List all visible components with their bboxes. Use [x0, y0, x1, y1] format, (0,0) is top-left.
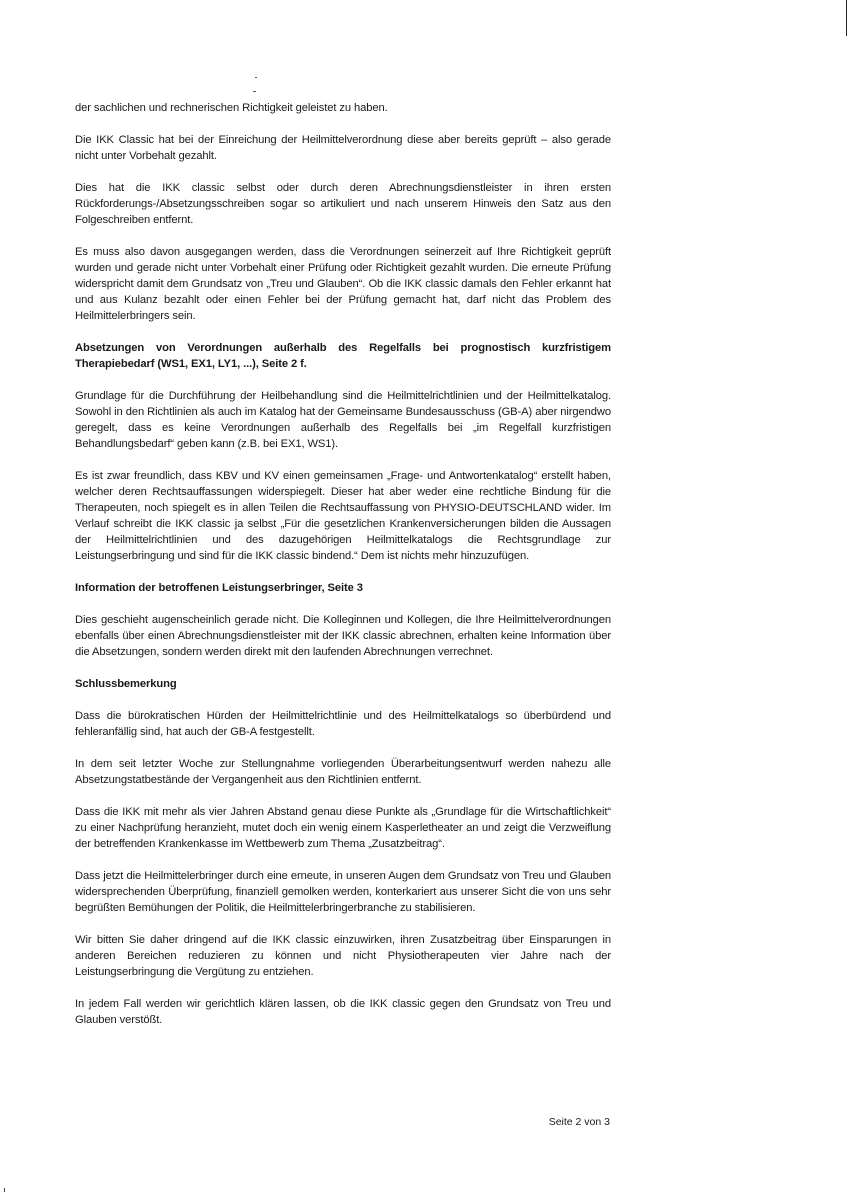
section-heading: Schlussbemerkung: [75, 678, 177, 690]
paragraph: Grundlage für die Durchführung der Heilbehandlung sind die Heilmittelrichtlinien und der Heilmittelkatalog. Sowohl in den Richtlinien als auch im Katalog hat der Gemeinsame Bundesausschuss (GB-A) aber nirgendwo geregelt, dass es keine Verordnungen außerhalb des Regelfalls bei „im Regelfall kurzfristigen Behandlungsbedarf“ geben kann (z.B. bei EX1, WS1).: [75, 390, 611, 450]
paragraph: Dass die IKK mit mehr als vier Jahren Abstand genau diese Punkte als „Grundlage für die Wirtschaftlichkeit“ zu einer Nachprüfung heranzieht, mutet doch ein wenig einem Kasperletheater an und zeigt die Verzweiflung der betreffenden Krankenkasse im Wettbewerb zum Thema „Zusatzbeitrag“.: [75, 806, 611, 850]
scan-edge-mark: [846, 0, 847, 36]
paragraph: Wir bitten Sie daher dringend auf die IKK classic einzuwirken, ihren Zusatzbeitrag über Einsparungen in anderen Bereichen reduzieren zu können und nicht Physiotherapeuten vier Jahre nach der Leistungserbringung die Vergütung zu entziehen.: [75, 934, 611, 978]
paragraph: Dass die bürokratischen Hürden der Heilmittelrichtlinie und des Heilmittelkatalogs so überbürdend und fehleranfällig sind, hat auch der GB-A festgestellt.: [75, 710, 611, 738]
scan-speck: [253, 91, 256, 92]
paragraph: Die IKK Classic hat bei der Einreichung der Heilmittelverordnung diese aber bereits geprüft – also gerade nicht unter Vorbehalt gezahlt.: [75, 134, 611, 162]
paragraph: der sachlichen und rechnerischen Richtigkeit geleistet zu haben.: [75, 102, 388, 114]
paragraph: Dies geschieht augenscheinlich gerade nicht. Die Kolleginnen und Kollegen, die Ihre Heilmittelverordnungen ebenfalls über einen Abrechnungsdienstleister mit der IKK classic abrechnen, erhalten keine Information über die Absetzungen, sondern werden direkt mit den laufenden Abrechnungen verrechnet.: [75, 614, 611, 658]
paragraph: In jedem Fall werden wir gerichtlich klären lassen, ob die IKK classic gegen den Grundsatz von Treu und Glauben verstößt.: [75, 998, 611, 1026]
section-heading: Absetzungen von Verordnungen außerhalb des Regelfalls bei prognostisch kurzfristigem Therapiebedarf (WS1, EX1, LY1, ...), Seite 2 f.: [75, 342, 611, 370]
paragraph: In dem seit letzter Woche zur Stellungnahme vorliegenden Überarbeitungsentwurf werden nahezu alle Absetzungstatbestände der Vergangenheit aus den Richtlinien entfernt.: [75, 758, 611, 786]
scan-speck: [255, 77, 257, 78]
scan-speck: [4, 1188, 5, 1192]
paragraph: Es muss also davon ausgegangen werden, dass die Verordnungen seinerzeit auf Ihre Richtigkeit geprüft wurden und gerade nicht unter Vorbehalt einer Prüfung oder Richtigkeit gezahlt wurden. Die erneute Prüfung widerspricht damit dem Grundsatz von „Treu und Glauben“. Ob die IKK classic damals den Fehler erkannt hat und aus Kulanz bezahlt oder einen Fehler bei der Prüfung gemacht hat, darf nicht das Problem des Heilmittelerbringers sein.: [75, 246, 611, 322]
paragraph: Dass jetzt die Heilmittelerbringer durch eine erneute, in unseren Augen dem Grundsatz von Treu und Glauben widersprechenden Überprüfung, finanziell gemolken werden, konterkariert aus unserer Sicht die von uns sehr begrüßten Bemühungen der Politik, die Heilmittelerbringerbranche zu stabilisieren.: [75, 870, 611, 914]
document-body: [75, 100, 611, 1044]
paragraph: Es ist zwar freundlich, dass KBV und KV einen gemeinsamen „Frage- und Antwortenkatalog“ erstellt haben, welcher deren Rechtsauffassungen widerspiegelt. Dieser hat aber weder eine rechtliche Bindung für die Therapeuten, noch spiegelt es in allen Teilen die Rechtsauffassung von PHYSIO-DEUTSCHLAND wider. Im Verlauf schreibt die IKK classic ja selbst „Für die gesetzlichen Krankenversicherungen bilden die Aussagen der Heilmittelrichtlinien und des dazugehörigen Heilmittelkatalogs die Rechtsgrundlage zur Leistungserbringung und sind für die IKK classic bindend.“ Dem ist nichts mehr hinzuzufügen.: [75, 470, 611, 562]
page-number: Seite 2 von 3: [548, 1116, 610, 1128]
section-heading: Information der betroffenen Leistungserbringer, Seite 3: [75, 582, 363, 594]
paragraph: Dies hat die IKK classic selbst oder durch deren Abrechnungsdienstleister in ihren ersten Rückforderungs-/Absetzungsschreiben sogar so artikuliert und nach unserem Hinweis den Satz aus den Folgeschreiben entfernt.: [75, 182, 611, 226]
